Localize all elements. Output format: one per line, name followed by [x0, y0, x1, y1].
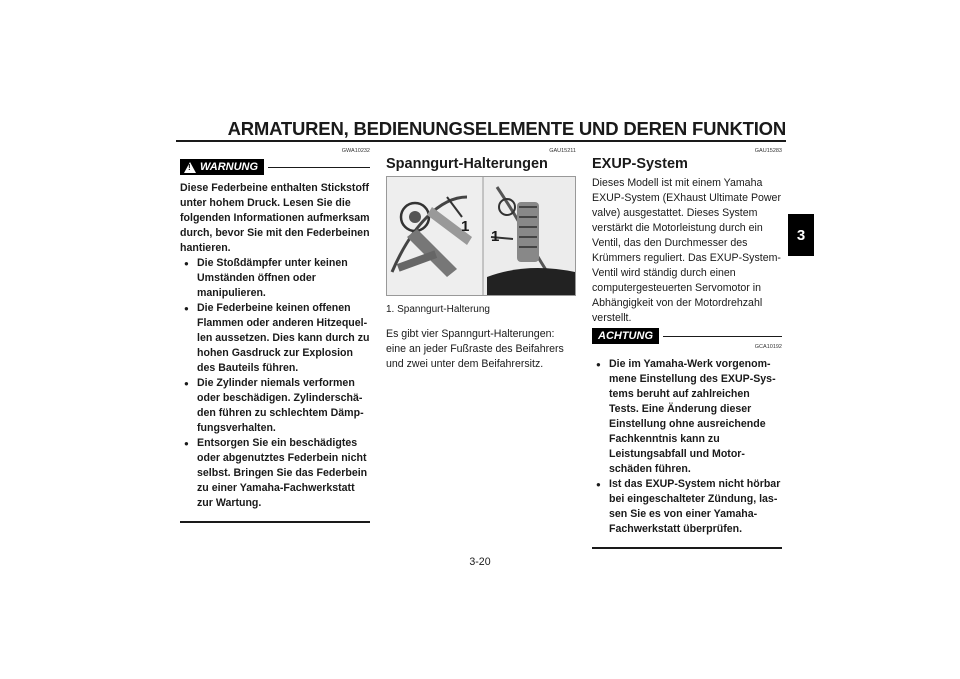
warning-badge — [180, 159, 264, 175]
warning-triangle-icon: ! — [184, 162, 196, 173]
callout-number: 1 — [491, 228, 500, 245]
warning-label: WARNUNG — [200, 160, 259, 173]
warning-column — [180, 148, 370, 523]
caution-list — [592, 357, 782, 537]
warning-end-rule — [180, 521, 370, 523]
section-paragraph: Dieses Modell ist mit einem Yamaha EXUP-System (EXhaust Ultimate Power valve) ausgestattet. Dieses System verstärkt die Motorleistung durch ein Ventil, das den Durchmesser des Krümmers reguliert. Das EXUP-System-Ventil wird ständig durch einen computergesteuerten Servomotor in Abhängigkeit von der Motordrehzahl verstellt. — [592, 177, 781, 324]
warning-list — [180, 256, 370, 511]
section-heading: EXUP-System — [592, 156, 688, 172]
caution-code: GCA10192 — [754, 344, 782, 350]
warning-header-rule — [268, 167, 370, 168]
tiedown-column — [386, 148, 576, 372]
section-heading: Spanngurt-Halterungen — [386, 156, 548, 172]
callout-number: 1 — [461, 218, 470, 235]
tiedown-photo — [386, 176, 576, 296]
caution-end-rule — [592, 547, 782, 549]
caution-header — [592, 328, 782, 344]
section-code: GAU15283 — [754, 148, 782, 154]
caution-badge: ACHTUNG — [592, 328, 659, 344]
caution-header-rule — [663, 336, 782, 337]
warning-item: ● Die Zylinder niemals verformen oder beschädigen. Zylinderschäden führen zu schlechtem Dämpfungsverhalten. — [197, 376, 370, 436]
caution-item: ● Ist das EXUP-System nicht hörbar bei eingeschalteter Zündung, lassen Sie es von einer Yamaha-Fachwerkstatt überprüfen. — [609, 477, 782, 537]
figure-caption: 1. Spanngurt-Halterung — [386, 304, 490, 315]
page-number: 3-20 — [469, 556, 491, 568]
warning-header — [180, 159, 370, 175]
warning-code: GWA10232 — [341, 148, 370, 154]
page-title: ARMATUREN, BEDIENUNGSELEMENTE UND DEREN FUNKTION — [227, 118, 786, 139]
chapter-tab[interactable]: 3 — [788, 214, 814, 256]
warning-intro: Diese Federbeine enthalten Stickstoff unter hohem Druck. Lesen Sie die folgenden Informationen aufmerksam durch, bevor Sie mit den Federbeinen hantieren. — [180, 182, 370, 254]
warning-item: ● Entsorgen Sie ein beschädigtes oder abgenutztes Federbein nicht selbst. Bringen Sie das Federbein zu einer Yamaha-Fachwerkstatt zur Wartung. — [197, 436, 370, 511]
warning-item: ● Die Federbeine keinen offenen Flammen oder anderen Hitzequellen aussetzen. Dies kann durch zu hohen Gasdruck zur Explosion des Bauteils führen. — [197, 301, 370, 376]
exup-column — [592, 148, 782, 549]
title-rule — [176, 140, 786, 142]
caution-item: ● Die im Yamaha-Werk vorgenommene Einstellung des EXUP-Systems beruht auf zahlreichen Tests. Eine Änderung dieser Einstellung ohne ausreichende Fachkenntnis kann zu Leistungsabfall und Motorschäden führen. — [609, 357, 782, 477]
section-paragraph: Es gibt vier Spanngurt-Halterungen: eine an jeder Fußraste des Beifahrers und zwei unter dem Beifahrersitz. — [386, 328, 564, 370]
tiedown-illustration — [387, 177, 575, 295]
warning-item: ● Die Stoßdämpfer unter keinen Umständen öffnen oder manipulieren. — [197, 256, 370, 301]
section-code: GAU15211 — [549, 148, 576, 154]
